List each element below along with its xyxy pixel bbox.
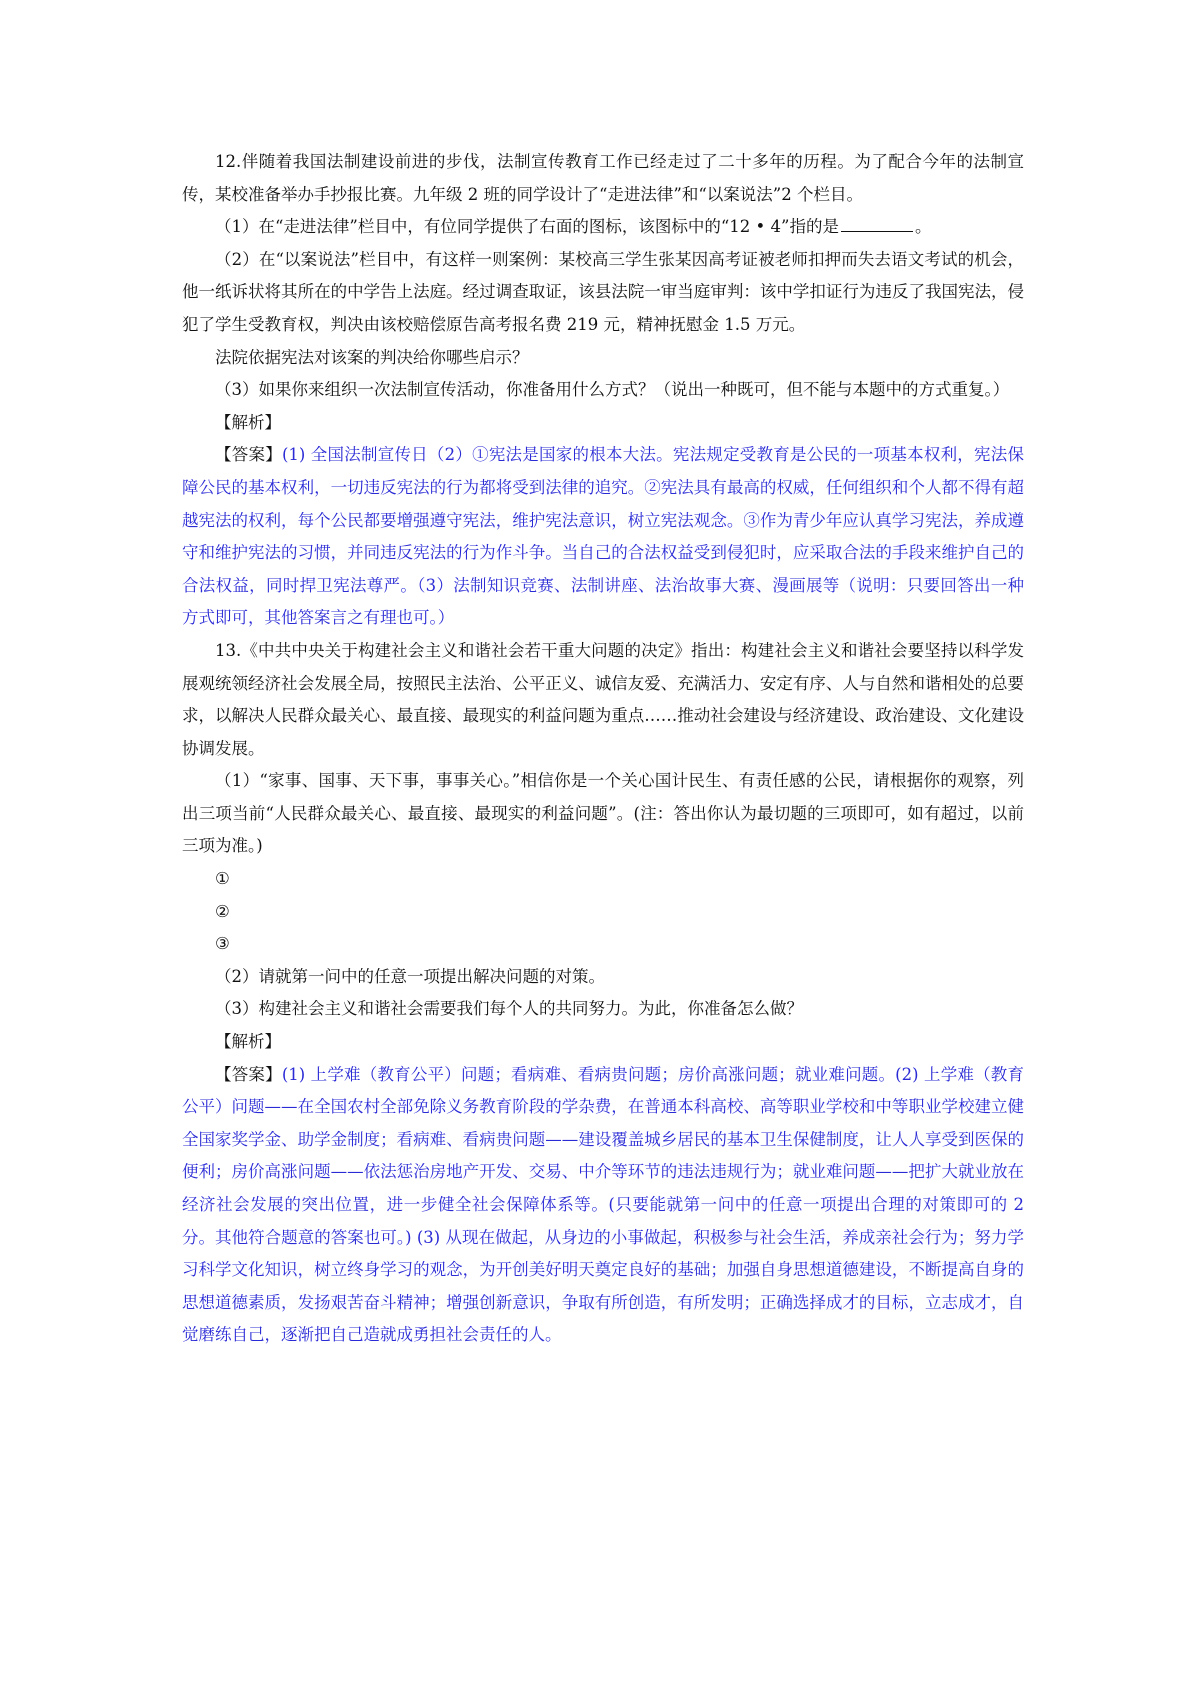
q13-sub-1: （1）“家事、国事、天下事，事事关心。”相信你是一个关心国计民生、有责任感的公民，请根据你的观察，列出三项当前“人民群众最关心、最直接、最现实的利益问题”。(注：答出你认为最切题的三项即可，如有超过，以前三项为准。) bbox=[182, 771, 1024, 856]
q13-analysis-label: 【解析】 bbox=[215, 1032, 281, 1052]
q12-answer-text: (1) 全国法制宣传日（2）①宪法是国家的根本大法。宪法规定受教育是公民的一项基本权利，宪法保障公民的基本权利，一切违反宪法的行为都将受到法律的追究。②宪法具有最高的权威，任何组织和个人都不得有超越宪法的权利，每个公民都要增强遵守宪法，维护宪法意识，树立宪法观念。③作为青少年应认真学习宪法，养成遵守和维护宪法的习惯，并同违反宪法的行为作斗争。当自己的合法权益受到侵犯时，应采取合法的手段来维护自己的合法权益，同时捍卫宪法尊严。（3）法制知识竞赛、法制讲座、法治故事大赛、漫画展等（说明：只要回答出一种方式即可，其他答案言之有理也可。） bbox=[182, 445, 1025, 628]
q12-sub-2: （2）在“以案说法”栏目中，有这样一则案例：某校高三学生张某因高考证被老师扣押而失去语文考试的机会，他一纸诉状将其所在的中学告上法庭。经过调查取证，该县法院一审当庭审判：该中学扣证行为违反了我国宪法，侵犯了学生受教育权，判决由该校赔偿原告高考报名费 219 元，精神抚慰金 1.5 万元。 bbox=[182, 249, 1024, 334]
document-body bbox=[182, 146, 1024, 1352]
answer-blank bbox=[841, 213, 913, 232]
q12-sub-1 bbox=[182, 211, 1024, 244]
q12-sub-3: （3）如果你来组织一次法制宣传活动，你准备用什么方式？（说出一种既可，但不能与本题中的方式重复。） bbox=[215, 380, 1010, 400]
q12-sub-1-text: （1）在“走进法律”栏目中，有位同学提供了右面的图标，该图标中的“12 • 4”指的是 bbox=[215, 217, 839, 237]
q13-stem: 13.《中共中央关于构建社会主义和谐社会若干重大问题的决定》指出：构建社会主义和谐社会要坚持以科学发展观统领经济社会发展全局，按照民主法治、公平正义、诚信友爱、充满活力、安定有序、人与自然和谐相处的总要求，以解决人民群众最关心、最直接、最现实的利益问题为重点……推动社会建设与经济建设、政治建设、文化建设协调发展。 bbox=[182, 640, 1024, 758]
q12-answer-label: 【答案】 bbox=[215, 445, 282, 465]
q13-item-3: ③ bbox=[215, 934, 230, 954]
q12-sub-1-end: 。 bbox=[914, 217, 932, 237]
q13-item-2: ② bbox=[215, 901, 230, 921]
q12-sub-2-question: 法院依据宪法对该案的判决给你哪些启示？ bbox=[215, 347, 529, 367]
q12-stem: 12.伴随着我国法制建设前进的步伐，法制宣传教育工作已经走过了二十多年的历程。为了配合今年的法制宣传，某校准备举办手抄报比赛。九年级 2 班的同学设计了“走进法律”和“以案说法”2 个栏目。 bbox=[182, 152, 1024, 204]
q13-sub-2: （2）请就第一问中的任意一项提出解决问题的对策。 bbox=[215, 966, 605, 986]
q13-answer bbox=[182, 1059, 1024, 1352]
q13-item-1: ① bbox=[215, 869, 230, 889]
q12-analysis-label: 【解析】 bbox=[215, 412, 281, 432]
q12-answer bbox=[182, 439, 1024, 635]
q13-answer-label: 【答案】 bbox=[215, 1064, 282, 1084]
q13-answer-text: (1) 上学难（教育公平）问题；看病难、看病贵问题；房价高涨问题；就业难问题。(2) 上学难（教育公平）问题——在全国农村全部免除义务教育阶段的学杂费，在普通本科高校、高等职业学校和中等职业学校建立健全国家奖学金、助学金制度；看病难、看病贵问题——建设覆盖城乡居民的基本卫生保健制度，让人人享受到医保的便利；房价高涨问题——依法惩治房地产开发、交易、中介等环节的违法违规行为；就业难问题——把扩大就业放在经济社会发展的突出位置，进一步健全社会保障体系等。(只要能就第一问中的任意一项提出合理的对策即可的 2 分。其他符合题意的答案也可。) (3) 从现在做起，从身边的小事做起，积极参与社会生活，养成亲社会行为；努力学习科学文化知识，树立终身学习的观念，为开创美好明天奠定良好的基础；加强自身思想道德建设，不断提高自身的思想道德素质，发扬艰苦奋斗精神；增强创新意识，争取有所创造，有所发明；正确选择成才的目标，立志成才，自觉磨练自己，逐渐把自己造就成勇担社会责任的人。 bbox=[182, 1064, 1025, 1345]
q13-sub-3: （3）构建社会主义和谐社会需要我们每个人的共同努力。为此，你准备怎么做？ bbox=[215, 999, 803, 1019]
